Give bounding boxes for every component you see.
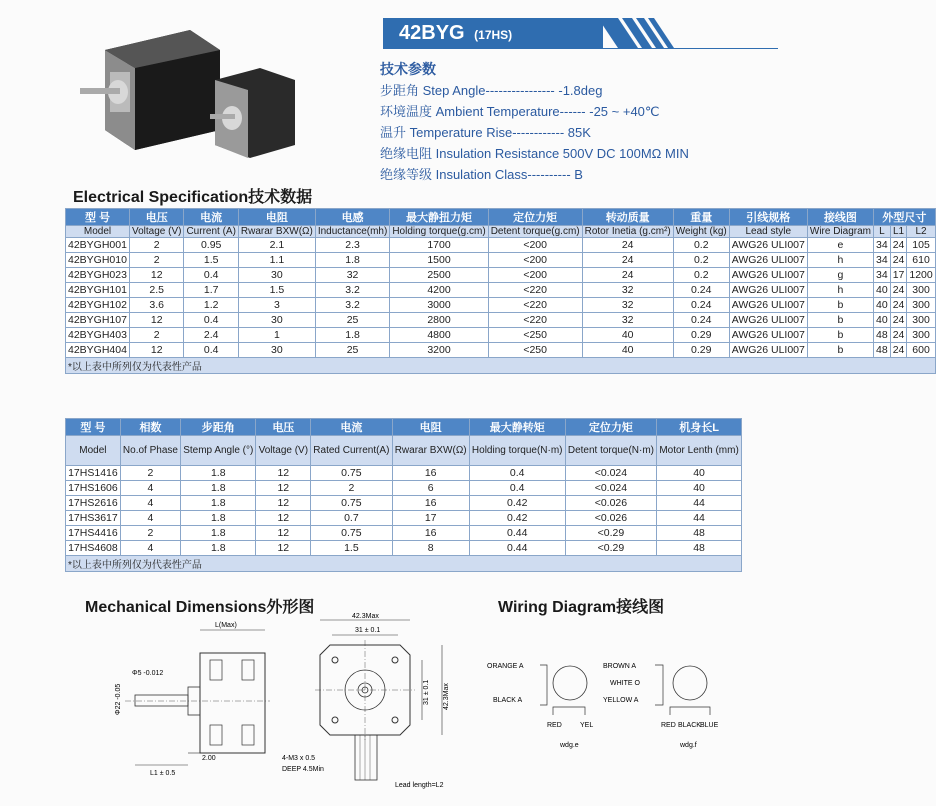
banner-submodel: (17HS) (474, 28, 513, 42)
table-cell: 1.8 (181, 541, 256, 556)
header-cell: 电阻 (392, 419, 469, 436)
table-cell: 0.4 (184, 268, 238, 283)
wire-yellow: YELLOW A (603, 697, 639, 704)
table-cell: 40 (874, 313, 891, 328)
table-cell: 0.2 (673, 268, 729, 283)
hs-table-body (66, 466, 742, 556)
dim-v31: 31 ± 0.1 (423, 679, 430, 705)
table-cell: 105 (907, 238, 935, 253)
header-cell: Model (66, 436, 121, 466)
table-cell: 1.5 (184, 253, 238, 268)
table-cell: 0.75 (311, 466, 392, 481)
table-cell: 42BYGH102 (66, 298, 130, 313)
wire-red: RED (547, 722, 562, 729)
wire-red2: RED (661, 722, 676, 729)
header-cell: Rwarar BXW(Ω) (392, 436, 469, 466)
table-cell: g (807, 268, 873, 283)
table-cell: 4 (120, 496, 180, 511)
table-cell: 300 (907, 283, 935, 298)
table-cell: AWG26 ULI007 (729, 268, 807, 283)
table-cell: AWG26 ULI007 (729, 253, 807, 268)
header-cell: Motor Lenth (mm) (657, 436, 742, 466)
table-cell: 24 (890, 253, 907, 268)
table-cell: 0.29 (673, 328, 729, 343)
table-cell: 1 (238, 328, 315, 343)
table-cell: 0.4 (184, 313, 238, 328)
wire-brown: BROWN A (603, 663, 637, 670)
table-cell: 610 (907, 253, 935, 268)
table-cell: 2.3 (315, 238, 389, 253)
table-row (66, 343, 936, 358)
table-cell: 1.8 (315, 253, 389, 268)
table-cell: <200 (488, 253, 582, 268)
table-row (66, 313, 936, 328)
header-cell: 接线图 (807, 209, 873, 226)
table-cell: 34 (874, 238, 891, 253)
table-subheader-row (66, 436, 742, 466)
wire-black2: BLACK (678, 722, 701, 729)
dim-m3: 4-M3 x 0.5 (282, 755, 316, 762)
table-cell: 0.42 (469, 496, 565, 511)
hs-spec-table (65, 418, 742, 572)
dim-lmax: L(Max) (215, 622, 237, 629)
table-cell: 12 (256, 541, 311, 556)
header-cell: 外型尺寸 (874, 209, 936, 226)
table-cell: 4200 (390, 283, 488, 298)
table-cell: 0.2 (673, 238, 729, 253)
header-cell: Current (A) (184, 226, 238, 238)
header-cell: Voltage (V) (256, 436, 311, 466)
table-cell: 24 (890, 298, 907, 313)
header-cell: 机身长L (657, 419, 742, 436)
header-cell: Lead style (729, 226, 807, 238)
table-cell: 2 (120, 526, 180, 541)
table-cell: 24 (582, 238, 673, 253)
table-cell: <200 (488, 238, 582, 253)
header-cell: 最大静转矩 (469, 419, 565, 436)
header-cell: Holding torque(g.cm) (390, 226, 488, 238)
table-row (66, 268, 936, 283)
table-cell: AWG26 ULI007 (729, 238, 807, 253)
header-cell: 电流 (184, 209, 238, 226)
table-row (66, 511, 742, 526)
dim-w423: 42.3Max (352, 613, 379, 620)
table-cell: 30 (238, 313, 315, 328)
table-cell: 42BYGH010 (66, 253, 130, 268)
header-cell: 型 号 (66, 209, 130, 226)
table-cell: 34 (874, 268, 891, 283)
table-cell: 40 (874, 298, 891, 313)
table-cell: 30 (238, 343, 315, 358)
header-cell: Rotor Inetia (g.cm²) (582, 226, 673, 238)
table-cell: 0.24 (673, 298, 729, 313)
table-cell: AWG26 ULI007 (729, 343, 807, 358)
table-cell: 3200 (390, 343, 488, 358)
table-cell: 300 (907, 313, 935, 328)
table-row (66, 328, 936, 343)
electrical-table-body (66, 238, 936, 358)
table-cell: 1.5 (311, 541, 392, 556)
table-header-row (66, 419, 742, 436)
electrical-spec-table (65, 208, 936, 374)
dim-200: 2.00 (202, 755, 216, 762)
wiring-diagram-title: Wiring Diagram接线图 (498, 599, 665, 616)
table-cell: 300 (907, 298, 935, 313)
table-cell: 0.4 (469, 466, 565, 481)
header-cell: 重量 (673, 209, 729, 226)
header-cell: No.of Phase (120, 436, 180, 466)
wdg-f-label: wdg.f (680, 742, 697, 749)
table-cell: 1.1 (238, 253, 315, 268)
table-cell: 17HS3617 (66, 511, 121, 526)
table-cell: 48 (874, 328, 891, 343)
table-cell: 1.8 (315, 328, 389, 343)
table-cell: 16 (392, 526, 469, 541)
table-cell: 48 (874, 343, 891, 358)
banner-model: 42BYG (399, 22, 465, 44)
table-cell: 1.7 (184, 283, 238, 298)
table-cell: 48 (657, 526, 742, 541)
table-cell: 17HS1606 (66, 481, 121, 496)
table-cell: 24 (890, 343, 907, 358)
table-cell: h (807, 283, 873, 298)
table-row (66, 238, 936, 253)
header-cell: 电阻 (238, 209, 315, 226)
header-cell: 型 号 (66, 419, 121, 436)
table-cell: 40 (657, 481, 742, 496)
header-cell: Rwarar BXW(Ω) (238, 226, 315, 238)
table-row (66, 481, 742, 496)
table-cell: 40 (582, 328, 673, 343)
table-cell: 17HS2616 (66, 496, 121, 511)
table-cell: AWG26 ULI007 (729, 298, 807, 313)
table-cell: 25 (315, 313, 389, 328)
banner-rule (383, 48, 778, 49)
stepper-motor-photo (70, 10, 310, 160)
table-cell: 17 (890, 268, 907, 283)
tech-param-line: 绝缘等级 Insulation Class---------- B (380, 167, 583, 182)
wire-orange: ORANGE A (487, 663, 524, 670)
table-cell: 17HS4608 (66, 541, 121, 556)
header-cell: 定位力矩 (565, 419, 656, 436)
header-cell: Inductance(mh) (315, 226, 389, 238)
table-cell: 2.4 (184, 328, 238, 343)
table-cell: 4 (120, 541, 180, 556)
wire-black: BLACK A (493, 697, 523, 704)
tech-param-line: 环境温度 Ambient Temperature------ -25 ~ +40℃ (380, 104, 660, 119)
dim-deep: DEEP 4.5Min (282, 766, 324, 773)
wire-yel: YEL (580, 722, 594, 729)
table-cell: AWG26 ULI007 (729, 283, 807, 298)
table-note-row (66, 358, 936, 374)
table-cell: 12 (256, 511, 311, 526)
table-cell: 0.75 (311, 526, 392, 541)
model-banner (383, 18, 603, 48)
mechanical-dimensions-title: Mechanical Dimensions外形图 (85, 599, 315, 616)
table-cell: 34 (874, 253, 891, 268)
table-cell: b (807, 343, 873, 358)
table-cell: 44 (657, 511, 742, 526)
table-cell: 24 (890, 238, 907, 253)
header-cell: Holding torque(N·m) (469, 436, 565, 466)
table-cell: 3.2 (315, 298, 389, 313)
table-cell: 48 (657, 541, 742, 556)
header-cell: L (874, 226, 891, 238)
table-subheader-row (66, 226, 936, 238)
header-cell: 相数 (120, 419, 180, 436)
header-cell: L1 (890, 226, 907, 238)
table-cell: 30 (238, 268, 315, 283)
table-cell: 12 (129, 268, 183, 283)
table-cell: 2 (120, 466, 180, 481)
table-cell: 42BYGH001 (66, 238, 130, 253)
header-cell: Stemp Angle (°) (181, 436, 256, 466)
table-cell: 0.4 (469, 481, 565, 496)
table-header-row (66, 209, 936, 226)
table-cell: 6 (392, 481, 469, 496)
table-cell: 12 (256, 466, 311, 481)
table-cell: <220 (488, 298, 582, 313)
table-cell: 3 (238, 298, 315, 313)
table-cell: 40 (582, 343, 673, 358)
table-cell: 4 (120, 481, 180, 496)
table-row (66, 496, 742, 511)
table-row (66, 298, 936, 313)
wiring-drawing (485, 645, 785, 755)
tech-param-line: 温升 Temperature Rise------------ 85K (380, 125, 591, 140)
table-cell: 1.2 (184, 298, 238, 313)
table-cell: AWG26 ULI007 (729, 328, 807, 343)
table-cell: 32 (582, 313, 673, 328)
table-cell: 42BYGH107 (66, 313, 130, 328)
header-cell: 电压 (256, 419, 311, 436)
header-cell: 引线规格 (729, 209, 807, 226)
table-cell: 24 (890, 313, 907, 328)
table-row (66, 541, 742, 556)
table-cell: 40 (657, 466, 742, 481)
table-cell: 16 (392, 496, 469, 511)
table-cell: 42BYGH023 (66, 268, 130, 283)
table-cell: 2 (129, 238, 183, 253)
table-cell: 17 (392, 511, 469, 526)
table-cell: 17HS4416 (66, 526, 121, 541)
table-cell: 24 (890, 283, 907, 298)
header-cell: 电流 (311, 419, 392, 436)
table-cell: <200 (488, 268, 582, 283)
table-cell: 0.95 (184, 238, 238, 253)
header-cell: Wire Diagram (807, 226, 873, 238)
table-cell: 16 (392, 466, 469, 481)
table-cell: 1.8 (181, 511, 256, 526)
table-cell: 12 (256, 526, 311, 541)
table-cell: 4 (120, 511, 180, 526)
table-row (66, 253, 936, 268)
table-cell: 8 (392, 541, 469, 556)
dim-d31: 31 ± 0.1 (355, 627, 381, 634)
table-cell: 3000 (390, 298, 488, 313)
table-cell: 1.8 (181, 496, 256, 511)
table-cell: 1200 (907, 268, 935, 283)
table-cell: h (807, 253, 873, 268)
mechanical-drawing (70, 615, 490, 805)
table-cell: 1.8 (181, 481, 256, 496)
table-cell: 0.24 (673, 283, 729, 298)
table-cell: 2 (311, 481, 392, 496)
tech-param-line: 步距角 Step Angle---------------- -1.8deg (380, 83, 603, 98)
header-cell: Voltage (V) (129, 226, 183, 238)
table-cell: 2 (129, 328, 183, 343)
header-cell: 转动质量 (582, 209, 673, 226)
table-cell: 42BYGH403 (66, 328, 130, 343)
table-cell: 3.2 (315, 283, 389, 298)
table-cell: <220 (488, 283, 582, 298)
banner-stripes (598, 18, 778, 48)
table-row (66, 466, 742, 481)
table-cell: 24 (582, 268, 673, 283)
table-cell: 44 (657, 496, 742, 511)
table-cell: b (807, 298, 873, 313)
table-cell: 1.5 (238, 283, 315, 298)
header-cell: L2 (907, 226, 935, 238)
header-cell: 最大静扭力矩 (390, 209, 488, 226)
header-cell: Detent torque(g.cm) (488, 226, 582, 238)
table-cell: 24 (890, 328, 907, 343)
header-cell: 电感 (315, 209, 389, 226)
table-cell: b (807, 328, 873, 343)
table-cell: 32 (582, 298, 673, 313)
header-cell: 步距角 (181, 419, 256, 436)
table-cell: 0.4 (184, 343, 238, 358)
header-cell: 电压 (129, 209, 183, 226)
wdg-e-label: wdg.e (560, 742, 579, 749)
table-row (66, 526, 742, 541)
table-cell: AWG26 ULI007 (729, 313, 807, 328)
table-cell: 2 (129, 253, 183, 268)
dim-lead-length: Lead length=L2 (395, 782, 444, 789)
table-cell: e (807, 238, 873, 253)
table-cell: <250 (488, 328, 582, 343)
table-cell: <220 (488, 313, 582, 328)
table-cell: <0.024 (565, 481, 656, 496)
table-cell: 3.6 (129, 298, 183, 313)
dim-v423: 42.3Max (443, 683, 450, 710)
table-cell: 0.75 (311, 496, 392, 511)
table-cell: 42BYGH101 (66, 283, 130, 298)
table-cell: <0.29 (565, 541, 656, 556)
table-cell: 12 (129, 343, 183, 358)
wire-white: WHITE O (610, 680, 640, 687)
table-cell: 24 (582, 253, 673, 268)
table-cell: 0.44 (469, 526, 565, 541)
table-cell: 1.8 (181, 526, 256, 541)
table-cell: 2.1 (238, 238, 315, 253)
table-cell: 0.24 (673, 313, 729, 328)
table-cell: 1.8 (181, 466, 256, 481)
table-cell: 32 (582, 283, 673, 298)
table-cell: 0.2 (673, 253, 729, 268)
table-cell: 12 (129, 313, 183, 328)
tech-params-title: 技术参数 (380, 61, 436, 77)
tech-param-line: 绝缘电阻 Insulation Resistance 500V DC 100MΩ MIN (380, 146, 689, 161)
dim-dia22: Φ22 -0.05 (115, 683, 122, 715)
table-cell: <0.026 (565, 511, 656, 526)
table-cell: 12 (256, 496, 311, 511)
header-cell: Weight (kg) (673, 226, 729, 238)
table-cell: <0.024 (565, 466, 656, 481)
table-cell: 2.5 (129, 283, 183, 298)
dim-shaft5: Φ5 -0.012 (132, 670, 164, 677)
table-cell: 4800 (390, 328, 488, 343)
header-cell: Detent torque(N·m) (565, 436, 656, 466)
table-note: *以上表中所列仅为代表性产品 (66, 358, 936, 374)
table-cell: 2500 (390, 268, 488, 283)
header-cell: Model (66, 226, 130, 238)
table-cell: 0.44 (469, 541, 565, 556)
table-row (66, 283, 936, 298)
table-cell: <250 (488, 343, 582, 358)
header-cell: Rated Current(A) (311, 436, 392, 466)
header-cell: 定位力矩 (488, 209, 582, 226)
table-cell: 0.29 (673, 343, 729, 358)
technical-parameters (380, 59, 689, 185)
table-cell: 17HS1416 (66, 466, 121, 481)
table-cell: <0.026 (565, 496, 656, 511)
table-cell: 32 (315, 268, 389, 283)
table-cell: 600 (907, 343, 935, 358)
table-cell: 2800 (390, 313, 488, 328)
table-cell: <0.29 (565, 526, 656, 541)
table-cell: 25 (315, 343, 389, 358)
table-cell: 1500 (390, 253, 488, 268)
table-cell: 1700 (390, 238, 488, 253)
wire-blue: BLUE (700, 722, 719, 729)
table-cell: 42BYGH404 (66, 343, 130, 358)
table-cell: 40 (874, 283, 891, 298)
table-cell: 0.7 (311, 511, 392, 526)
table-note: *以上表中所列仅为代表性产品 (66, 556, 742, 572)
table-cell: 12 (256, 481, 311, 496)
table-cell: b (807, 313, 873, 328)
table-cell: 300 (907, 328, 935, 343)
table-cell: 0.42 (469, 511, 565, 526)
electrical-spec-title: Electrical Specification技术数据 (73, 189, 313, 206)
dim-l1: L1 ± 0.5 (150, 770, 176, 777)
table-note-row (66, 556, 742, 572)
